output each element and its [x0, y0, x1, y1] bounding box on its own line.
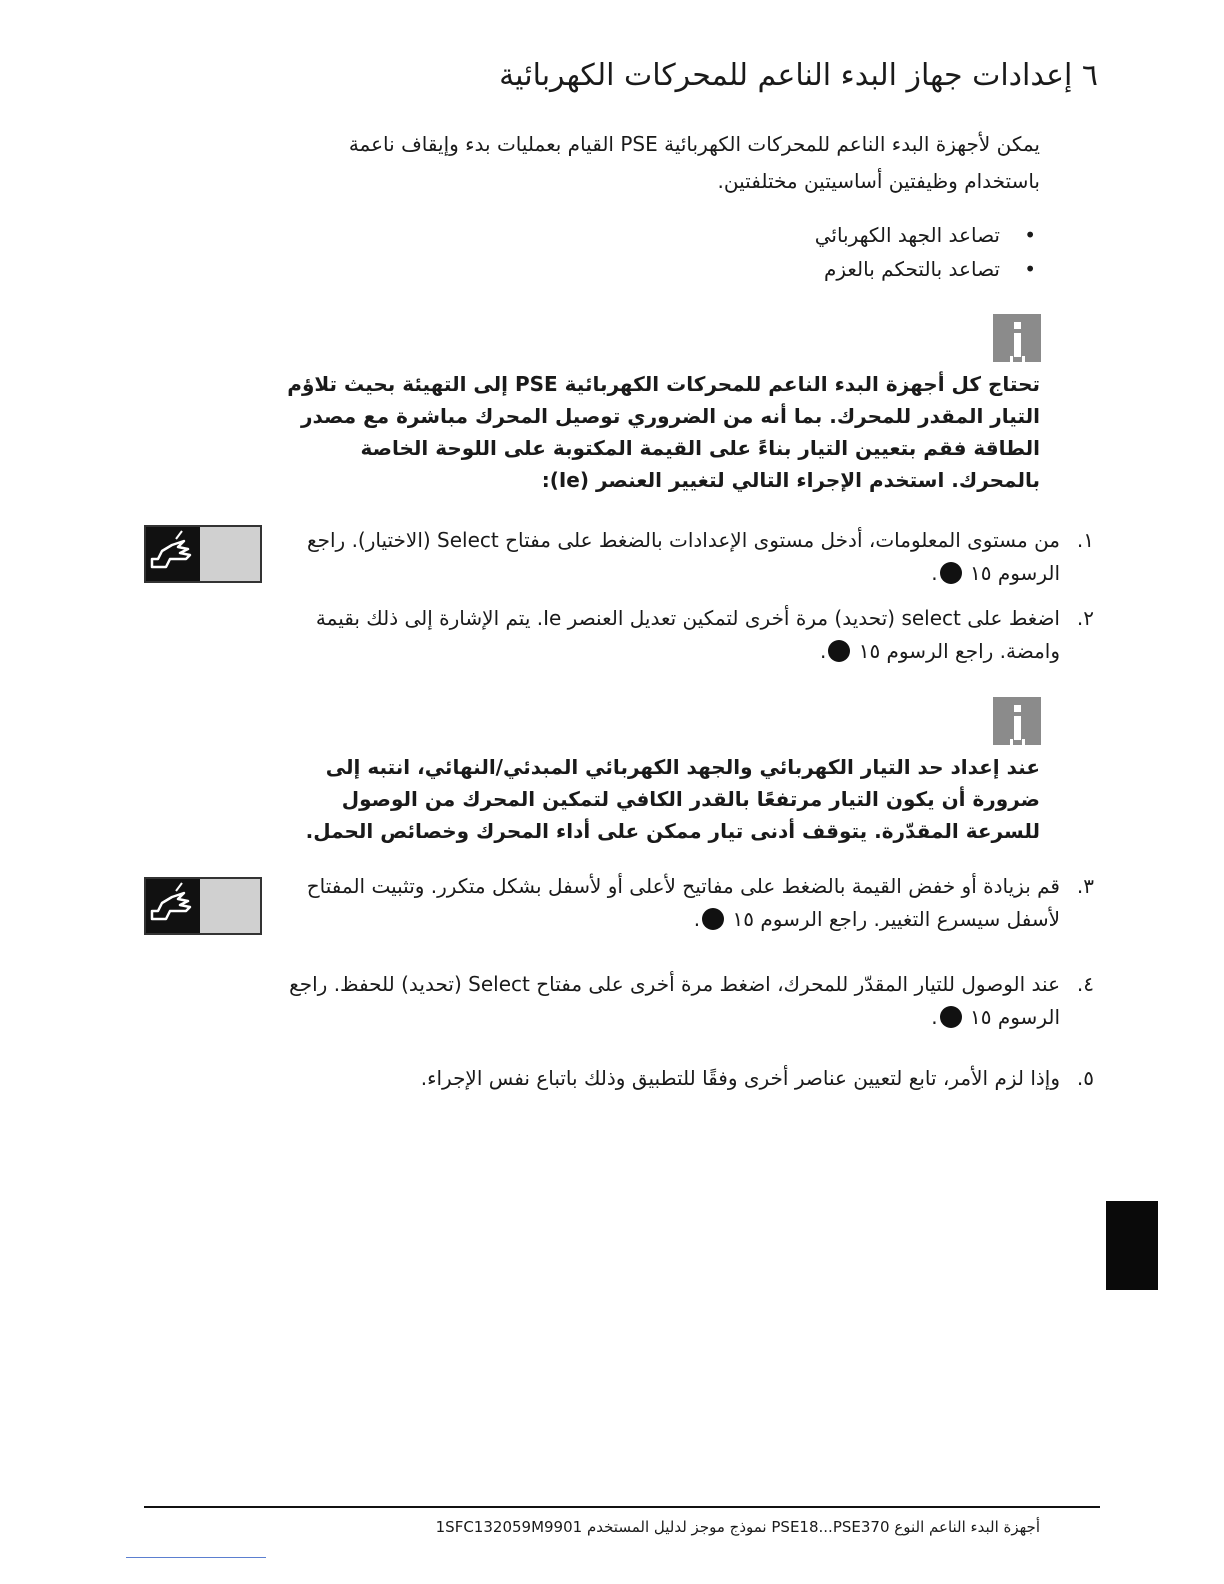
step-number: ٢.	[1076, 606, 1094, 630]
info-icon	[993, 314, 1041, 362]
step-4: ٤. عند الوصول للتيار المقدّر للمحرك، اضغط مرة أخرى على مفتاح Select (تحديد) للحفظ. راجع الرسوم ١٥ .	[280, 968, 1060, 1034]
info-icon	[993, 697, 1041, 745]
page-footer: أجهزة البدء الناعم النوع PSE18...PSE370 نموذج موجز لدليل المستخدم 1SFC132059M9901	[435, 1518, 1040, 1536]
step-5	[280, 1062, 1094, 1095]
step-number: ٣.	[1076, 874, 1094, 898]
footer-divider	[144, 1506, 1100, 1508]
figure-marker-icon	[702, 908, 724, 930]
step-text: عند الوصول للتيار المقدّر للمحرك، اضغط مرة أخرى على مفتاح Select (تحديد) للحفظ. راجع الرسوم ١٥	[289, 972, 1060, 1029]
step-number: ١.	[1076, 528, 1094, 552]
note-current-limit: عند إعداد حد التيار الكهربائي والجهد الكهربائي المبدئي/النهائي، انتبه إلى ضرورة أن يكون التيار مرتفعًا بالقدر الكافي لتمكين المحرك من الوصول للسرعة المقدّرة. يتوقف أدنى تيار ممكن على أداء المحرك وخصائص الحمل.	[305, 755, 1040, 843]
list-item: • تصاعد الجهد الكهربائي	[540, 218, 1040, 252]
figure-marker-icon	[940, 562, 962, 584]
intro-paragraph: يمكن لأجهزة البدء الناعم للمحركات الكهربائية PSE القيام بعمليات بدء وإيقاف ناعمة باستخدام وظيفتين أساسيتين مختلفتين.	[348, 132, 1040, 193]
step-2: ٢. اضغط على select (تحديد) مرة أخرى لتمكين تعديل العنصر Ie. يتم الإشارة إلى ذلك بقيمة وامضة. راجع الرسوم ١٥ .	[280, 602, 1060, 668]
page-title: ٦ إعدادات جهاز البدء الناعم للمحركات الكهربائية	[499, 58, 1098, 93]
chapter-tab-marker	[1106, 1201, 1158, 1290]
note-current-setting: تحتاج كل أجهزة البدء الناعم للمحركات الكهربائية PSE إلى التهيئة بحيث تلاؤم التيار المقدر للمحرك. بما أنه من الضروري توصيل المحرك مباشرة مع مصدر الطاقة فقم بتعيين التيار بناءً على القيمة المكتوبة على اللوحة الخاصة بالمحرك. استخدم الإجراء التالي لتغيير العنصر (Ie):	[287, 372, 1040, 492]
step-text: وإذا لزم الأمر، تابع لتعيين عناصر أخرى وفقًا للتطبيق وذلك باتباع نفس الإجراء.	[420, 1066, 1060, 1090]
list-item: • تصاعد بالتحكم بالعزم	[540, 252, 1040, 286]
footer-link-underline	[126, 1557, 266, 1558]
step-text: اضغط على select (تحديد) مرة أخرى لتمكين تعديل العنصر Ie. يتم الإشارة إلى ذلك بقيمة وامضة. راجع الرسوم ١٥	[315, 606, 1060, 663]
figure-marker-icon	[940, 1006, 962, 1028]
step-1: ١. من مستوى المعلومات، أدخل مستوى الإعدادات بالضغط على مفتاح Select (الاختيار). راجع الرسوم ١٥ .	[280, 524, 1060, 590]
step-number: ٥.	[1076, 1066, 1094, 1090]
step-text: قم بزيادة أو خفض القيمة بالضغط على مفاتيح لأعلى أو لأسفل بشكل متكرر. وتثبيت المفتاح لأسفل سيسرع التغيير. راجع الرسوم ١٥	[306, 874, 1060, 931]
figure-marker-icon	[828, 640, 850, 662]
hand-keypad-icon	[144, 525, 262, 583]
step-3: ٣. قم بزيادة أو خفض القيمة بالضغط على مفاتيح لأعلى أو لأسفل بشكل متكرر. وتثبيت المفتاح لأسفل سيسرع التغيير. راجع الرسوم ١٥ .	[280, 870, 1060, 936]
step-number: ٤.	[1076, 972, 1094, 996]
hand-keypad-icon	[144, 877, 262, 935]
step-text: من مستوى المعلومات، أدخل مستوى الإعدادات بالضغط على مفتاح Select (الاختيار). راجع الرسوم ١٥	[306, 528, 1060, 585]
function-list	[540, 218, 1040, 286]
